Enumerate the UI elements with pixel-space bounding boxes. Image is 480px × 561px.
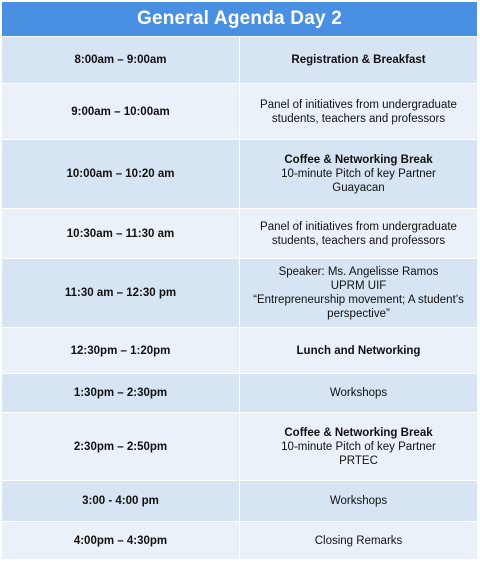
event-line: Closing Remarks bbox=[314, 534, 403, 547]
time-cell: 12:30pm – 1:20pm bbox=[2, 328, 240, 374]
event-line: Panel of initiatives from undergraduate students, teachers and professors bbox=[260, 220, 457, 247]
event-line: Registration & Breakfast bbox=[291, 54, 426, 66]
time-cell: 8:00am – 9:00am bbox=[2, 37, 240, 84]
event-cell bbox=[240, 140, 478, 209]
event-line: Panel of initiatives from undergraduate students, teachers and professors bbox=[260, 98, 457, 125]
event-cell bbox=[240, 209, 478, 259]
agenda-row bbox=[2, 140, 478, 209]
time-cell: 9:00am – 10:00am bbox=[2, 84, 240, 140]
event-cell bbox=[240, 481, 478, 522]
agenda-row bbox=[2, 259, 478, 328]
time-cell: 11:30 am – 12:30 pm bbox=[2, 259, 240, 328]
event-line: Workshops bbox=[329, 387, 388, 399]
event-cell bbox=[240, 37, 478, 84]
event-line: Workshops bbox=[329, 495, 388, 507]
time-cell: 2:30pm – 2:50pm bbox=[2, 413, 240, 481]
agenda-row bbox=[2, 37, 478, 84]
agenda-header-row bbox=[2, 2, 478, 37]
agenda-row bbox=[2, 413, 478, 481]
agenda-table bbox=[1, 1, 478, 560]
event-line: Coffee & Networking Break bbox=[284, 154, 433, 166]
time-cell: 1:30pm – 2:30pm bbox=[2, 374, 240, 413]
agenda-row bbox=[2, 522, 478, 560]
event-line: UPRM UIF bbox=[330, 280, 387, 292]
event-cell bbox=[240, 522, 478, 560]
event-cell bbox=[240, 413, 478, 481]
agenda-row bbox=[2, 209, 478, 259]
event-cell bbox=[240, 328, 478, 374]
event-cell bbox=[240, 84, 478, 140]
event-line: 10-minute Pitch of key Partner bbox=[281, 440, 436, 453]
event-line: PRTEC bbox=[339, 454, 378, 467]
time-cell: 4:00pm – 4:30pm bbox=[2, 522, 240, 560]
event-line: 10-minute Pitch of key Partner bbox=[281, 168, 436, 180]
event-line: Speaker: Ms. Angelisse Ramos bbox=[278, 266, 439, 278]
agenda-row bbox=[2, 328, 478, 374]
event-cell bbox=[240, 374, 478, 413]
time-cell: 3:00 - 4:00 pm bbox=[2, 481, 240, 522]
time-cell: 10:00am – 10:20 am bbox=[2, 140, 240, 209]
event-line: “Entrepreneurship movement; A student’s perspective” bbox=[253, 294, 464, 320]
agenda-title: General Agenda Day 2 bbox=[2, 2, 478, 37]
time-cell: 10:30am – 11:30 am bbox=[2, 209, 240, 259]
agenda-row bbox=[2, 84, 478, 140]
event-line: Lunch and Networking bbox=[296, 344, 421, 357]
event-line: Guayacan bbox=[332, 182, 385, 194]
agenda-row bbox=[2, 481, 478, 522]
agenda-row bbox=[2, 374, 478, 413]
event-line: Coffee & Networking Break bbox=[284, 426, 433, 439]
event-cell bbox=[240, 259, 478, 328]
